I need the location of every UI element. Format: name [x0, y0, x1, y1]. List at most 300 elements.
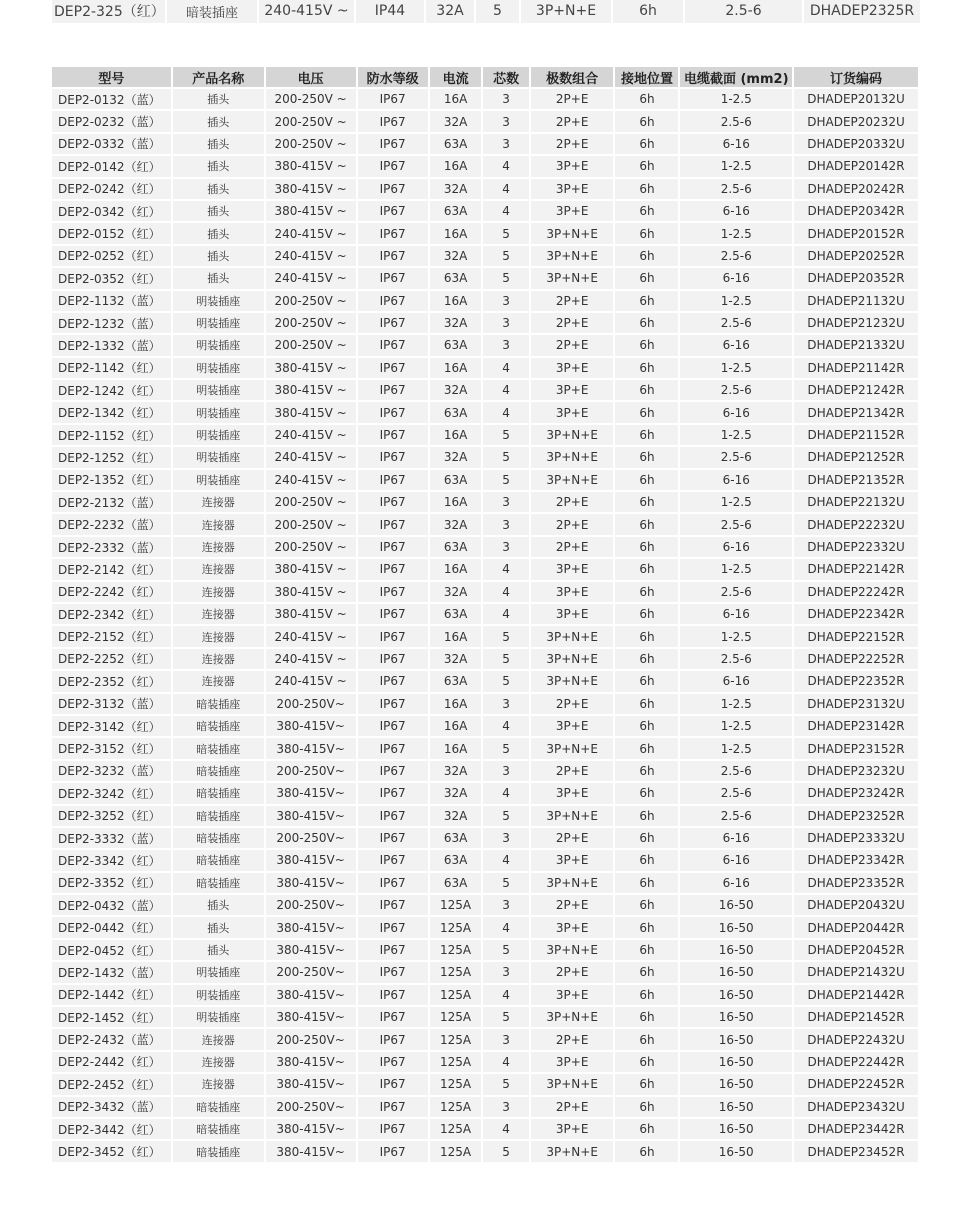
cell-cores: 4: [483, 1119, 528, 1139]
cell-cores: 4: [483, 716, 528, 736]
cell-product-name: 连接器: [173, 492, 264, 512]
cell-poles: 3P+E: [531, 402, 614, 422]
table-row: [52, 358, 918, 378]
cell-ip-rating: IP67: [358, 604, 428, 624]
table-row: [52, 604, 918, 624]
cell-ip-rating: IP67: [358, 1007, 428, 1027]
top-cell-earth-position: 6h: [613, 0, 683, 23]
header-ip-rating: 防水等级: [358, 67, 428, 87]
cell-voltage: 200-250V~: [266, 895, 356, 915]
cell-cores: 5: [483, 246, 528, 266]
cell-product-name: 连接器: [173, 604, 264, 624]
cell-cores: 5: [483, 470, 528, 490]
cell-order-code: DHADEP21232U: [794, 313, 918, 333]
cell-current: 32A: [430, 313, 482, 333]
table-row: [52, 806, 918, 826]
cell-cores: 5: [483, 223, 528, 243]
cell-voltage: 200-250V~: [266, 761, 356, 781]
cell-poles: 3P+N+E: [531, 1074, 614, 1094]
cell-cable-section: 1-2.5: [680, 559, 792, 579]
cell-current: 125A: [430, 1119, 482, 1139]
cell-earth-position: 6h: [615, 962, 678, 982]
cell-cores: 4: [483, 402, 528, 422]
header-current: 电流: [430, 67, 482, 87]
cell-cable-section: 1-2.5: [680, 738, 792, 758]
cell-order-code: DHADEP23332U: [794, 828, 918, 848]
cell-product-name: 暗装插座: [173, 1097, 264, 1117]
cell-poles: 3P+N+E: [531, 1141, 614, 1161]
table-row: [52, 1052, 918, 1072]
cell-poles: 2P+E: [531, 111, 614, 131]
cell-ip-rating: IP67: [358, 917, 428, 937]
cell-cores: 3: [483, 537, 528, 557]
cell-order-code: DHADEP21142R: [794, 358, 918, 378]
cell-ip-rating: IP67: [358, 783, 428, 803]
cell-cable-section: 1-2.5: [680, 358, 792, 378]
table-row: [52, 850, 918, 870]
cell-ip-rating: IP67: [358, 1119, 428, 1139]
cell-product-name: 明装插座: [173, 291, 264, 311]
cell-model: DEP2-1442（红）: [52, 985, 171, 1005]
cell-poles: 3P+E: [531, 559, 614, 579]
cell-product-name: 插头: [173, 895, 264, 915]
cell-product-name: 插头: [173, 223, 264, 243]
cell-product-name: 连接器: [173, 671, 264, 691]
cell-model: DEP2-1452（红）: [52, 1007, 171, 1027]
cell-product-name: 连接器: [173, 514, 264, 534]
cell-model: DEP2-0342（红）: [52, 201, 171, 221]
cell-product-name: 暗装插座: [173, 738, 264, 758]
cell-model: DEP2-0332（蓝）: [52, 134, 171, 154]
cell-order-code: DHADEP21442R: [794, 985, 918, 1005]
cell-model: DEP2-3442（红）: [52, 1119, 171, 1139]
top-cell-poles: 3P+N+E: [521, 0, 611, 23]
cell-earth-position: 6h: [615, 470, 678, 490]
top-cell-product-name: 暗装插座: [167, 0, 257, 23]
cell-cores: 4: [483, 604, 528, 624]
cell-product-name: 插头: [173, 156, 264, 176]
header-row: [52, 67, 918, 87]
cell-cable-section: 2.5-6: [680, 649, 792, 669]
cell-current: 32A: [430, 447, 482, 467]
table-row: [52, 671, 918, 691]
cell-ip-rating: IP67: [358, 716, 428, 736]
cell-earth-position: 6h: [615, 828, 678, 848]
cell-poles: 3P+N+E: [531, 873, 614, 893]
table-row: [52, 402, 918, 422]
cell-product-name: 连接器: [173, 649, 264, 669]
cell-order-code: DHADEP23252R: [794, 806, 918, 826]
cell-voltage: 240-415V ~: [266, 671, 356, 691]
cell-product-name: 明装插座: [173, 358, 264, 378]
cell-poles: 2P+E: [531, 761, 614, 781]
cell-earth-position: 6h: [615, 985, 678, 1005]
cell-product-name: 明装插座: [173, 1007, 264, 1027]
header-poles: 极数组合: [531, 67, 614, 87]
table-row: [52, 873, 918, 893]
cell-earth-position: 6h: [615, 1007, 678, 1027]
cell-voltage: 380-415V~: [266, 985, 356, 1005]
cell-ip-rating: IP67: [358, 738, 428, 758]
cell-order-code: DHADEP22232U: [794, 514, 918, 534]
cell-order-code: DHADEP23342R: [794, 850, 918, 870]
table-row: [52, 1119, 918, 1139]
table-row: [52, 111, 918, 131]
cell-product-name: 暗装插座: [173, 1119, 264, 1139]
cell-poles: 2P+E: [531, 962, 614, 982]
cell-poles: 3P+E: [531, 783, 614, 803]
cell-current: 125A: [430, 1007, 482, 1027]
cell-product-name: 明装插座: [173, 962, 264, 982]
cell-voltage: 200-250V~: [266, 694, 356, 714]
table-row: [52, 1007, 918, 1027]
cell-earth-position: 6h: [615, 246, 678, 266]
cell-cores: 4: [483, 156, 528, 176]
cell-ip-rating: IP67: [358, 111, 428, 131]
cell-earth-position: 6h: [615, 89, 678, 109]
table-row: [52, 1029, 918, 1049]
cell-cable-section: 6-16: [680, 402, 792, 422]
cell-cable-section: 2.5-6: [680, 582, 792, 602]
cell-voltage: 200-250V ~: [266, 111, 356, 131]
cell-current: 63A: [430, 873, 482, 893]
cell-earth-position: 6h: [615, 873, 678, 893]
cell-ip-rating: IP67: [358, 335, 428, 355]
cell-poles: 3P+E: [531, 716, 614, 736]
cell-order-code: DHADEP23132U: [794, 694, 918, 714]
table-row: [52, 559, 918, 579]
cell-current: 32A: [430, 806, 482, 826]
cell-earth-position: 6h: [615, 1029, 678, 1049]
cell-model: DEP2-2452（红）: [52, 1074, 171, 1094]
cell-voltage: 200-250V ~: [266, 492, 356, 512]
table-row: [52, 716, 918, 736]
cell-order-code: DHADEP20342R: [794, 201, 918, 221]
cell-cores: 3: [483, 313, 528, 333]
cell-cores: 5: [483, 671, 528, 691]
cell-order-code: DHADEP20142R: [794, 156, 918, 176]
cell-cable-section: 2.5-6: [680, 783, 792, 803]
cell-earth-position: 6h: [615, 358, 678, 378]
cell-earth-position: 6h: [615, 582, 678, 602]
cell-earth-position: 6h: [615, 716, 678, 736]
cell-cores: 3: [483, 761, 528, 781]
cell-order-code: DHADEP22442R: [794, 1052, 918, 1072]
cell-current: 32A: [430, 246, 482, 266]
table-row: [52, 783, 918, 803]
cell-ip-rating: IP67: [358, 1029, 428, 1049]
cell-model: DEP2-2352（红）: [52, 671, 171, 691]
cell-earth-position: 6h: [615, 895, 678, 915]
cell-poles: 2P+E: [531, 291, 614, 311]
table-row: [52, 738, 918, 758]
table-row: [52, 156, 918, 176]
cell-product-name: 明装插座: [173, 335, 264, 355]
cell-ip-rating: IP67: [358, 156, 428, 176]
cell-order-code: DHADEP20132U: [794, 89, 918, 109]
cell-cable-section: 16-50: [680, 1007, 792, 1027]
cell-model: DEP2-3142（红）: [52, 716, 171, 736]
cell-cable-section: 16-50: [680, 917, 792, 937]
cell-model: DEP2-1152（红）: [52, 425, 171, 445]
cell-order-code: DHADEP22242R: [794, 582, 918, 602]
cell-order-code: DHADEP21332U: [794, 335, 918, 355]
table-row: [52, 940, 918, 960]
cell-ip-rating: IP67: [358, 649, 428, 669]
cell-earth-position: 6h: [615, 402, 678, 422]
cell-cable-section: 6-16: [680, 470, 792, 490]
cell-model: DEP2-3452（红）: [52, 1141, 171, 1161]
cell-order-code: DHADEP23442R: [794, 1119, 918, 1139]
cell-poles: 3P+E: [531, 179, 614, 199]
cell-earth-position: 6h: [615, 1119, 678, 1139]
cell-cable-section: 1-2.5: [680, 89, 792, 109]
table-row: [52, 447, 918, 467]
cell-product-name: 明装插座: [173, 447, 264, 467]
cell-model: DEP2-2332（蓝）: [52, 537, 171, 557]
cell-earth-position: 6h: [615, 335, 678, 355]
top-table-row: [52, 0, 920, 23]
cell-poles: 3P+N+E: [531, 671, 614, 691]
cell-cable-section: 2.5-6: [680, 514, 792, 534]
cell-poles: 2P+E: [531, 1029, 614, 1049]
cell-voltage: 380-415V ~: [266, 604, 356, 624]
cell-voltage: 380-415V~: [266, 738, 356, 758]
table-row: [52, 492, 918, 512]
cell-current: 32A: [430, 380, 482, 400]
table-row: [52, 649, 918, 669]
cell-voltage: 240-415V ~: [266, 447, 356, 467]
cell-order-code: DHADEP21432U: [794, 962, 918, 982]
cell-ip-rating: IP67: [358, 201, 428, 221]
cell-earth-position: 6h: [615, 738, 678, 758]
cell-voltage: 200-250V~: [266, 828, 356, 848]
table-row: [52, 1074, 918, 1094]
cell-current: 63A: [430, 671, 482, 691]
top-cell-voltage: 240-415V ~: [259, 0, 354, 23]
cell-earth-position: 6h: [615, 649, 678, 669]
cell-current: 16A: [430, 559, 482, 579]
cell-cable-section: 16-50: [680, 962, 792, 982]
cell-order-code: DHADEP20452R: [794, 940, 918, 960]
cell-model: DEP2-2142（红）: [52, 559, 171, 579]
cell-cores: 4: [483, 985, 528, 1005]
cell-cores: 4: [483, 201, 528, 221]
cell-poles: 3P+N+E: [531, 940, 614, 960]
cell-order-code: DHADEP22432U: [794, 1029, 918, 1049]
cell-product-name: 暗装插座: [173, 716, 264, 736]
cell-product-name: 连接器: [173, 1074, 264, 1094]
cell-model: DEP2-0432（蓝）: [52, 895, 171, 915]
cell-model: DEP2-0242（红）: [52, 179, 171, 199]
cell-cores: 5: [483, 940, 528, 960]
cell-product-name: 暗装插座: [173, 694, 264, 714]
cell-current: 63A: [430, 268, 482, 288]
cell-order-code: DHADEP21152R: [794, 425, 918, 445]
cell-current: 125A: [430, 985, 482, 1005]
cell-voltage: 380-415V~: [266, 940, 356, 960]
cell-cable-section: 2.5-6: [680, 111, 792, 131]
cell-cable-section: 2.5-6: [680, 761, 792, 781]
cell-voltage: 200-250V ~: [266, 89, 356, 109]
cell-cores: 3: [483, 134, 528, 154]
cell-cable-section: 1-2.5: [680, 291, 792, 311]
cell-ip-rating: IP67: [358, 402, 428, 422]
cell-cable-section: 2.5-6: [680, 179, 792, 199]
table-row: [52, 985, 918, 1005]
cell-model: DEP2-1232（蓝）: [52, 313, 171, 333]
cell-product-name: 插头: [173, 940, 264, 960]
cell-voltage: 200-250V ~: [266, 514, 356, 534]
cell-poles: 3P+E: [531, 380, 614, 400]
cell-current: 63A: [430, 537, 482, 557]
table-row: [52, 761, 918, 781]
cell-current: 125A: [430, 917, 482, 937]
header-earth-position: 接地位置: [615, 67, 678, 87]
cell-poles: 3P+E: [531, 917, 614, 937]
cell-cores: 5: [483, 738, 528, 758]
cell-cores: 4: [483, 179, 528, 199]
cell-order-code: DHADEP20442R: [794, 917, 918, 937]
cell-current: 16A: [430, 716, 482, 736]
cell-cable-section: 6-16: [680, 671, 792, 691]
header-voltage: 电压: [266, 67, 356, 87]
cell-current: 16A: [430, 358, 482, 378]
cell-order-code: DHADEP20242R: [794, 179, 918, 199]
table-row: [52, 89, 918, 109]
table-row: [52, 470, 918, 490]
cell-ip-rating: IP67: [358, 223, 428, 243]
cell-product-name: 明装插座: [173, 425, 264, 445]
cell-current: 63A: [430, 134, 482, 154]
cell-voltage: 380-415V ~: [266, 201, 356, 221]
cell-earth-position: 6h: [615, 492, 678, 512]
cell-earth-position: 6h: [615, 806, 678, 826]
cell-cores: 3: [483, 514, 528, 534]
header-order-code: 订货编码: [794, 67, 918, 87]
table-row: [52, 335, 918, 355]
cell-product-name: 明装插座: [173, 470, 264, 490]
cell-voltage: 200-250V ~: [266, 313, 356, 333]
cell-order-code: DHADEP21352R: [794, 470, 918, 490]
cell-model: DEP2-2242（红）: [52, 582, 171, 602]
cell-order-code: DHADEP22332U: [794, 537, 918, 557]
cell-poles: 2P+E: [531, 895, 614, 915]
cell-current: 16A: [430, 492, 482, 512]
cell-product-name: 插头: [173, 111, 264, 131]
cell-ip-rating: IP67: [358, 89, 428, 109]
cell-ip-rating: IP67: [358, 895, 428, 915]
cell-product-name: 插头: [173, 179, 264, 199]
cell-cores: 4: [483, 380, 528, 400]
cell-model: DEP2-0452（红）: [52, 940, 171, 960]
cell-cable-section: 2.5-6: [680, 380, 792, 400]
cell-earth-position: 6h: [615, 537, 678, 557]
cell-ip-rating: IP67: [358, 291, 428, 311]
cell-earth-position: 6h: [615, 111, 678, 131]
cell-cores: 4: [483, 783, 528, 803]
cell-cable-section: 16-50: [680, 985, 792, 1005]
cell-current: 63A: [430, 850, 482, 870]
table-row: [52, 425, 918, 445]
cell-ip-rating: IP67: [358, 514, 428, 534]
cell-product-name: 连接器: [173, 1052, 264, 1072]
cell-poles: 2P+E: [531, 514, 614, 534]
cell-cable-section: 1-2.5: [680, 492, 792, 512]
cell-cores: 4: [483, 917, 528, 937]
cell-voltage: 240-415V ~: [266, 626, 356, 646]
cell-current: 32A: [430, 514, 482, 534]
cell-ip-rating: IP67: [358, 582, 428, 602]
cell-product-name: 明装插座: [173, 313, 264, 333]
cell-cores: 3: [483, 895, 528, 915]
cell-ip-rating: IP67: [358, 626, 428, 646]
cell-voltage: 240-415V ~: [266, 246, 356, 266]
cell-cable-section: 2.5-6: [680, 313, 792, 333]
cell-product-name: 暗装插座: [173, 783, 264, 803]
cell-order-code: DHADEP21342R: [794, 402, 918, 422]
cell-voltage: 380-415V~: [266, 850, 356, 870]
table-row: [52, 962, 918, 982]
cell-ip-rating: IP67: [358, 1141, 428, 1161]
cell-cable-section: 16-50: [680, 1119, 792, 1139]
cell-order-code: DHADEP22142R: [794, 559, 918, 579]
cell-current: 16A: [430, 738, 482, 758]
cell-ip-rating: IP67: [358, 962, 428, 982]
cell-model: DEP2-1252（红）: [52, 447, 171, 467]
cell-model: DEP2-3132（蓝）: [52, 694, 171, 714]
cell-poles: 3P+N+E: [531, 425, 614, 445]
table-row: [52, 1097, 918, 1117]
cell-ip-rating: IP67: [358, 268, 428, 288]
cell-ip-rating: IP67: [358, 470, 428, 490]
cell-voltage: 380-415V~: [266, 1052, 356, 1072]
top-cell-current: 32A: [426, 0, 474, 23]
cell-model: DEP2-0352（红）: [52, 268, 171, 288]
table-row: [52, 537, 918, 557]
cell-current: 32A: [430, 582, 482, 602]
cell-earth-position: 6h: [615, 425, 678, 445]
cell-ip-rating: IP67: [358, 940, 428, 960]
cell-cores: 3: [483, 962, 528, 982]
cell-model: DEP2-0442（红）: [52, 917, 171, 937]
cell-order-code: DHADEP22252R: [794, 649, 918, 669]
cell-model: DEP2-2232（蓝）: [52, 514, 171, 534]
cell-cable-section: 2.5-6: [680, 246, 792, 266]
cell-order-code: DHADEP23142R: [794, 716, 918, 736]
cell-ip-rating: IP67: [358, 873, 428, 893]
cell-model: DEP2-0132（蓝）: [52, 89, 171, 109]
cell-voltage: 380-415V~: [266, 1141, 356, 1161]
cell-model: DEP2-1242（红）: [52, 380, 171, 400]
cell-cable-section: 1-2.5: [680, 626, 792, 646]
cell-ip-rating: IP67: [358, 985, 428, 1005]
cell-voltage: 380-415V ~: [266, 380, 356, 400]
cell-voltage: 380-415V ~: [266, 582, 356, 602]
cell-model: DEP2-0142（红）: [52, 156, 171, 176]
spec-table: [50, 65, 920, 1164]
cell-current: 16A: [430, 89, 482, 109]
cell-poles: 2P+E: [531, 492, 614, 512]
cell-product-name: 暗装插座: [173, 873, 264, 893]
cell-ip-rating: IP67: [358, 425, 428, 445]
cell-cores: 3: [483, 89, 528, 109]
cell-poles: 2P+E: [531, 89, 614, 109]
cell-ip-rating: IP67: [358, 537, 428, 557]
cell-poles: 2P+E: [531, 828, 614, 848]
cell-current: 63A: [430, 604, 482, 624]
top-cell-ip-rating: IP44: [356, 0, 424, 23]
